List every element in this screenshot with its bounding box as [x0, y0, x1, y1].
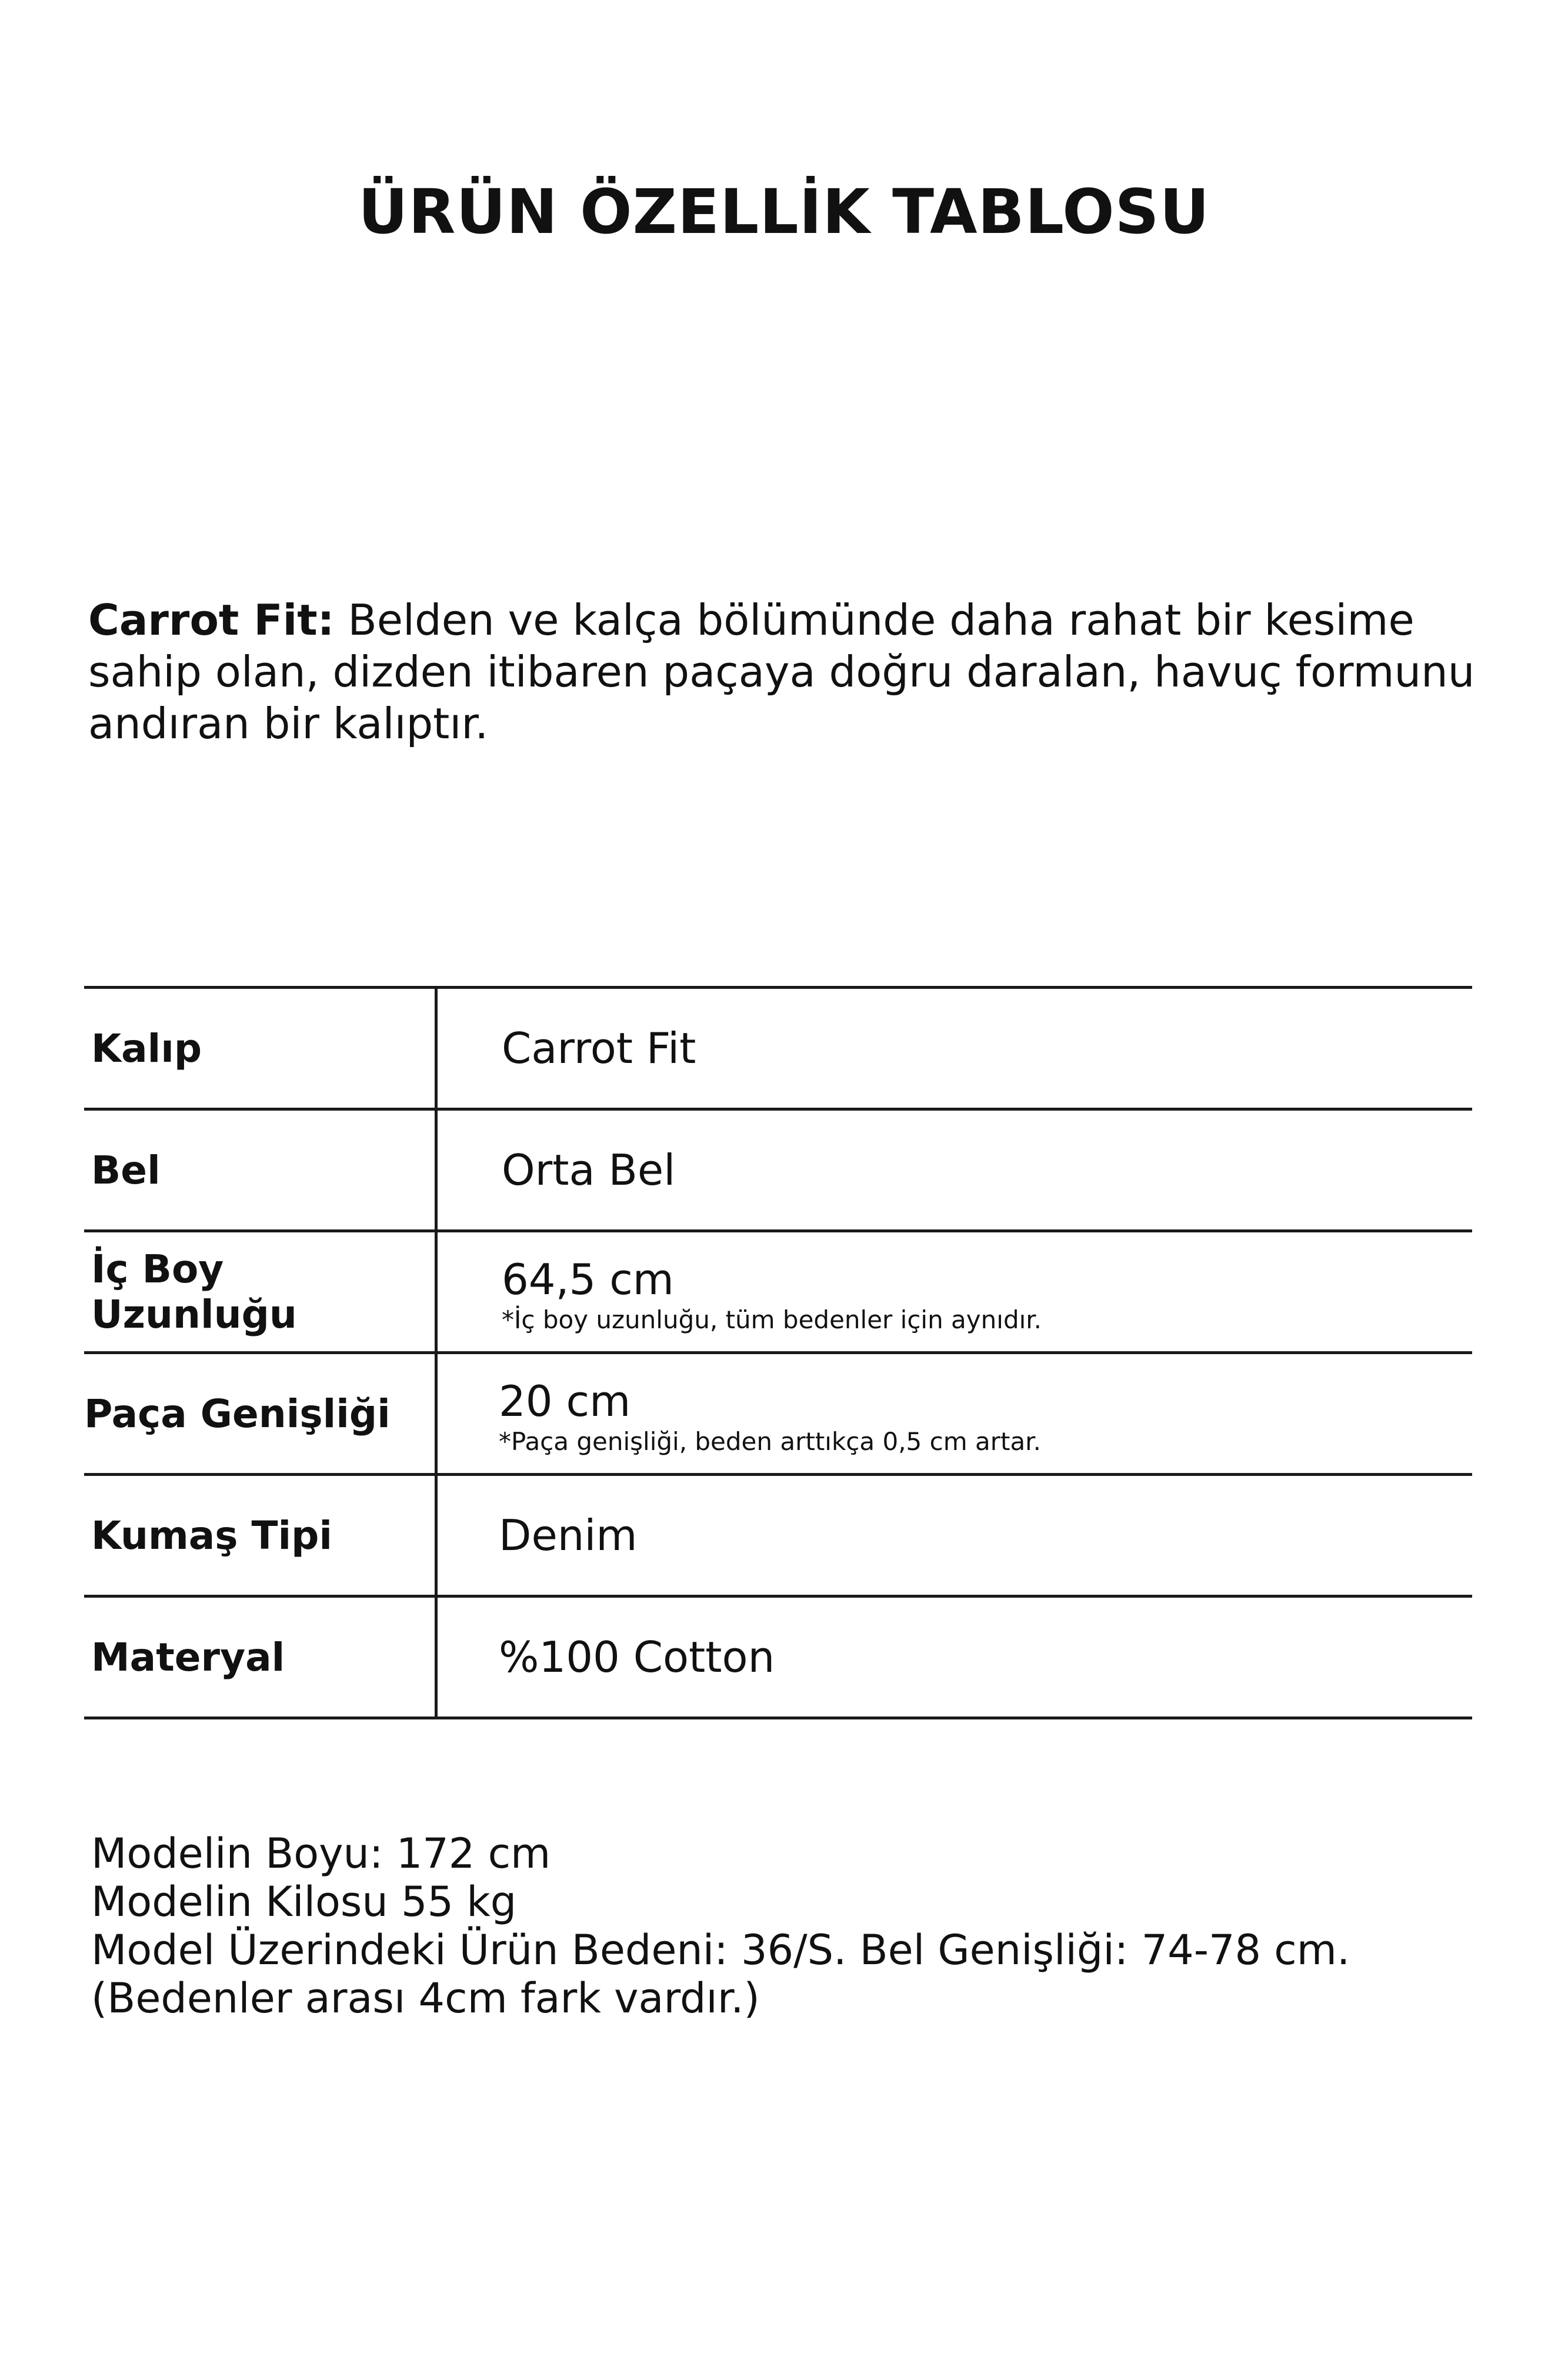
model-weight: Modelin Kilosu 55 kg	[91, 1878, 517, 1926]
spec-row-paca	[84, 1351, 1472, 1473]
spec-value: Orta Bel	[502, 1145, 676, 1195]
spec-label: Bel	[91, 1147, 161, 1193]
spec-value-cell	[502, 989, 1454, 1108]
spec-value-cell	[502, 1111, 1454, 1229]
fit-description-lead: Carrot Fit:	[88, 595, 335, 645]
column-divider	[435, 1598, 438, 1717]
spec-value: 64,5 cm	[502, 1255, 674, 1304]
spec-value: 20 cm	[499, 1377, 631, 1426]
spec-label: Materyal	[91, 1634, 285, 1680]
spec-value: Carrot Fit	[502, 1024, 696, 1073]
spec-row-bel	[84, 1108, 1472, 1229]
spec-note: *Paça genişliği, beden arttıkça 0,5 cm artar.	[499, 1427, 1041, 1456]
spec-value-cell	[499, 1476, 1452, 1595]
spec-label: İç Boy Uzunluğu	[91, 1247, 297, 1337]
column-divider	[435, 1354, 438, 1473]
spec-label: Kumaş Tipi	[91, 1512, 333, 1558]
spec-value-cell	[499, 1354, 1452, 1477]
fit-description-text: Belden ve kalça bölümünde daha rahat bir kesime sahip olan, dizden itibaren paçaya doğru daralan, havuç formunu andıran bir kalıptır.	[88, 595, 1475, 748]
spec-row-kumas	[84, 1473, 1472, 1595]
spec-label: Paça Genişliği	[84, 1391, 391, 1437]
column-divider	[435, 1111, 438, 1229]
spec-row-ic-boy	[84, 1229, 1472, 1351]
model-info	[91, 1829, 1479, 2022]
model-height: Modelin Boyu: 172 cm	[91, 1829, 551, 1878]
model-size-info: Model Üzerindeki Ürün Bedeni: 36/S. Bel Genişliği: 74-78 cm. (Bedenler arası 4cm fark vardır.)	[91, 1926, 1350, 2022]
spec-value: Denim	[499, 1511, 638, 1560]
page-title: ÜRÜN ÖZELLİK TABLOSU	[358, 176, 1210, 248]
fit-description	[88, 594, 1488, 749]
spec-value-cell	[502, 1232, 1454, 1355]
spec-value-cell	[499, 1598, 1452, 1717]
spec-row-kalip	[84, 986, 1472, 1108]
spec-row-materyal	[84, 1595, 1472, 1719]
column-divider	[435, 1232, 438, 1351]
spec-note: *İç boy uzunluğu, tüm bedenler için aynıdır.	[502, 1305, 1042, 1334]
spec-label: Kalıp	[91, 1025, 202, 1071]
column-divider	[435, 1476, 438, 1595]
spec-value: %100 Cotton	[499, 1632, 775, 1682]
column-divider	[435, 989, 438, 1108]
spec-table	[84, 986, 1472, 1719]
